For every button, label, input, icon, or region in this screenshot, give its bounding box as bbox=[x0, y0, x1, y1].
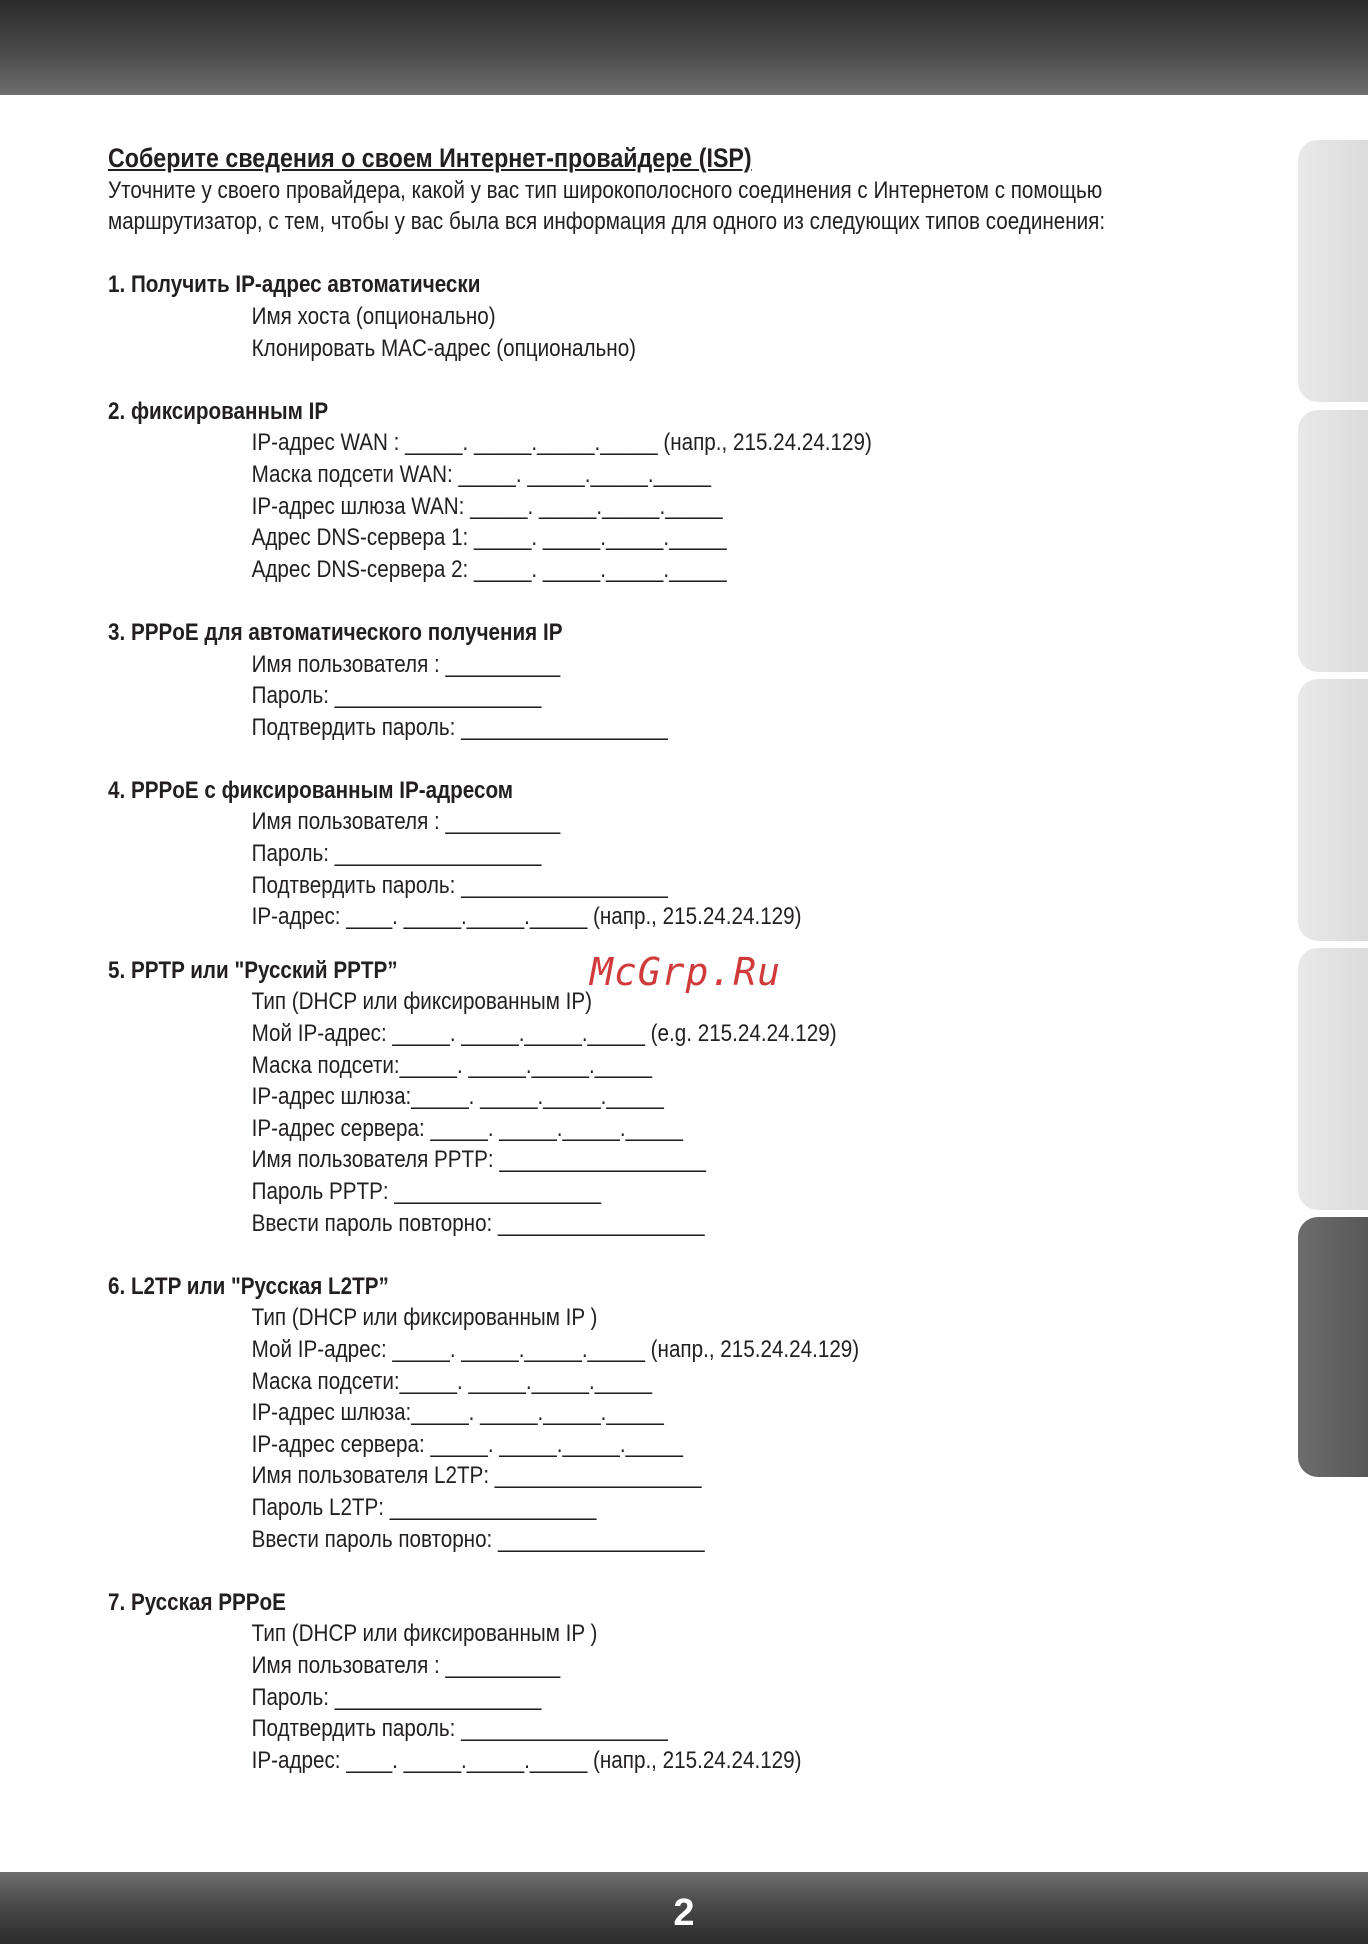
section-4-line: Пароль: __________________ bbox=[251, 840, 542, 868]
section-4-line: IP-адрес: ____. _____._____._____ (напр., 215.24.24.129) bbox=[251, 903, 802, 931]
section-2-line: IP-адрес WAN : _____. _____._____._____ (напр., 215.24.24.129) bbox=[251, 429, 872, 457]
section-5-line: Ввести пароль повторно: __________________ bbox=[251, 1209, 705, 1237]
side-tab-5-active bbox=[1298, 1217, 1368, 1477]
section-4-title: 4. PPPoE с фиксированным IP-адресом bbox=[108, 776, 514, 804]
section-5-line: Пароль PPTP: __________________ bbox=[251, 1178, 601, 1205]
section-2-line: IP-адрес шлюза WAN: _____. _____._____._____ bbox=[251, 492, 723, 520]
section-5-line: IP-адрес шлюза:_____. _____._____._____ bbox=[251, 1083, 664, 1111]
side-tab-1 bbox=[1298, 140, 1368, 402]
section-2-line: Адрес DNS-сервера 1: _____. _____._____._____ bbox=[251, 524, 727, 552]
section-6-line: Тип (DHCP или фиксированным IP ) bbox=[251, 1304, 598, 1332]
bottom-banner bbox=[0, 1872, 1368, 1944]
page-title: Соберите сведения о своем Интернет-провайдере (ISP) bbox=[108, 143, 752, 173]
top-banner bbox=[0, 0, 1368, 95]
section-5-title: 5. PPTP или "Русский PPTP” bbox=[108, 956, 398, 984]
section-4-line: Подтвердить пароль: __________________ bbox=[251, 871, 668, 899]
section-6-line: Имя пользователя L2TP: __________________ bbox=[251, 1462, 702, 1490]
page-number: 2 bbox=[673, 1892, 695, 1934]
section-1-line: Имя хоста (опционально) bbox=[251, 302, 496, 330]
section-2-title: 2. фиксированным IP bbox=[108, 397, 329, 425]
section-3-title: 3. PPPoE для автоматического получения IP bbox=[108, 618, 563, 646]
section-7-line: Тип (DHCP или фиксированным IP ) bbox=[251, 1620, 598, 1648]
section-3-line: Имя пользователя : __________ bbox=[251, 650, 561, 678]
section-1-title: 1. Получить IP-адрес автоматически bbox=[108, 271, 481, 299]
section-1-line: Клонировать MAC-адрес (опционально) bbox=[251, 334, 637, 362]
section-3-line: Подтвердить пароль: __________________ bbox=[251, 713, 668, 741]
section-6-line: Ввести пароль повторно: __________________ bbox=[251, 1525, 705, 1553]
section-5-line: IP-адрес сервера: _____. _____._____._____ bbox=[251, 1114, 683, 1142]
section-7-line: Пароль: __________________ bbox=[251, 1683, 542, 1711]
side-tab-3 bbox=[1298, 679, 1368, 941]
section-4-line: Имя пользователя : __________ bbox=[251, 808, 561, 836]
section-5-line: Мой IP-адрес: _____. _____._____._____ (e.g. 215.24.24.129) bbox=[251, 1020, 837, 1048]
intro-line-2: маршрутизатор, с тем, чтобы у вас была вся информация для одного из следующих типов соединения: bbox=[108, 208, 1106, 236]
section-5-line: Имя пользователя PPTP: __________________ bbox=[251, 1146, 706, 1174]
section-7-line: Подтвердить пароль: __________________ bbox=[251, 1715, 668, 1743]
section-5-line: Маска подсети:_____. _____._____._____ bbox=[251, 1051, 653, 1079]
section-2-line: Маска подсети WAN: _____. _____._____._____ bbox=[251, 460, 711, 488]
watermark-text: McGrp.Ru bbox=[590, 950, 782, 994]
section-6-line: Мой IP-адрес: _____. _____._____._____ (напр., 215.24.24.129) bbox=[251, 1335, 860, 1363]
section-7-title: 7. Русская PPPoE bbox=[108, 1588, 286, 1616]
section-6-line: Пароль L2TP: __________________ bbox=[251, 1493, 597, 1521]
section-7-line: IP-адрес: ____. _____._____._____ (напр., 215.24.24.129) bbox=[251, 1746, 802, 1774]
section-6-title: 6. L2TP или "Русская L2TP” bbox=[108, 1272, 389, 1300]
section-7-line: Имя пользователя : __________ bbox=[251, 1651, 561, 1679]
section-5-line: Тип (DHCP или фиксированным IP) bbox=[251, 988, 593, 1016]
section-6-line: IP-адрес сервера: _____. _____._____._____ bbox=[251, 1430, 683, 1458]
section-6-line: IP-адрес шлюза:_____. _____._____._____ bbox=[251, 1399, 664, 1427]
side-tab-2 bbox=[1298, 410, 1368, 672]
intro-line-1: Уточните у своего провайдера, какой у вас тип широкополосного соединения с Интернетом с помощью bbox=[108, 176, 1103, 204]
section-6-line: Маска подсети:_____. _____._____._____ bbox=[251, 1367, 653, 1395]
section-3-line: Пароль: __________________ bbox=[251, 682, 542, 710]
section-2-line: Адрес DNS-сервера 2: _____. _____._____._____ bbox=[251, 555, 727, 583]
side-tab-4 bbox=[1298, 948, 1368, 1210]
